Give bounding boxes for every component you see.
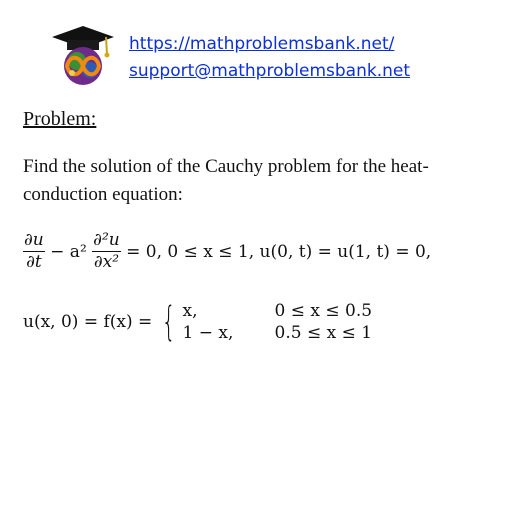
case-condition: 0.5 ≤ x ≤ 1 (274, 323, 373, 343)
du-dt-fraction (23, 230, 45, 273)
math-logo-icon (50, 24, 116, 86)
website-link[interactable]: https://mathproblemsbank.net/ (129, 34, 395, 54)
dx2-denominator: ∂x² (93, 252, 120, 272)
minus-a-squared: − a² (50, 241, 87, 262)
equation-conditions: = 0, 0 ≤ x ≤ 1, u(0, t) = u(1, t) = 0, (126, 241, 432, 262)
piecewise-cases (183, 300, 373, 344)
email-link[interactable]: support@mathproblemsbank.net (129, 61, 411, 81)
problem-statement: Find the solution of the Cauchy problem for the heat-conduction equation: (23, 156, 429, 205)
case-expression: 1 − x, (182, 323, 234, 343)
heat-equation (23, 230, 431, 273)
case-row (183, 300, 373, 322)
d2u-numerator: ∂²u (93, 230, 120, 250)
problem-heading: Problem: (23, 108, 97, 130)
case-expression: x, (182, 301, 198, 321)
case-condition: 0 ≤ x ≤ 0.5 (274, 301, 373, 321)
header-links (129, 31, 410, 85)
case-row (183, 322, 373, 344)
initial-condition-lhs: u(x, 0) = f(x) = (23, 312, 153, 332)
du-numerator: ∂u (24, 230, 44, 250)
left-brace: { (161, 299, 176, 345)
dt-denominator: ∂t (26, 252, 42, 272)
initial-condition (23, 300, 372, 344)
d2u-dx2-fraction (92, 230, 121, 273)
